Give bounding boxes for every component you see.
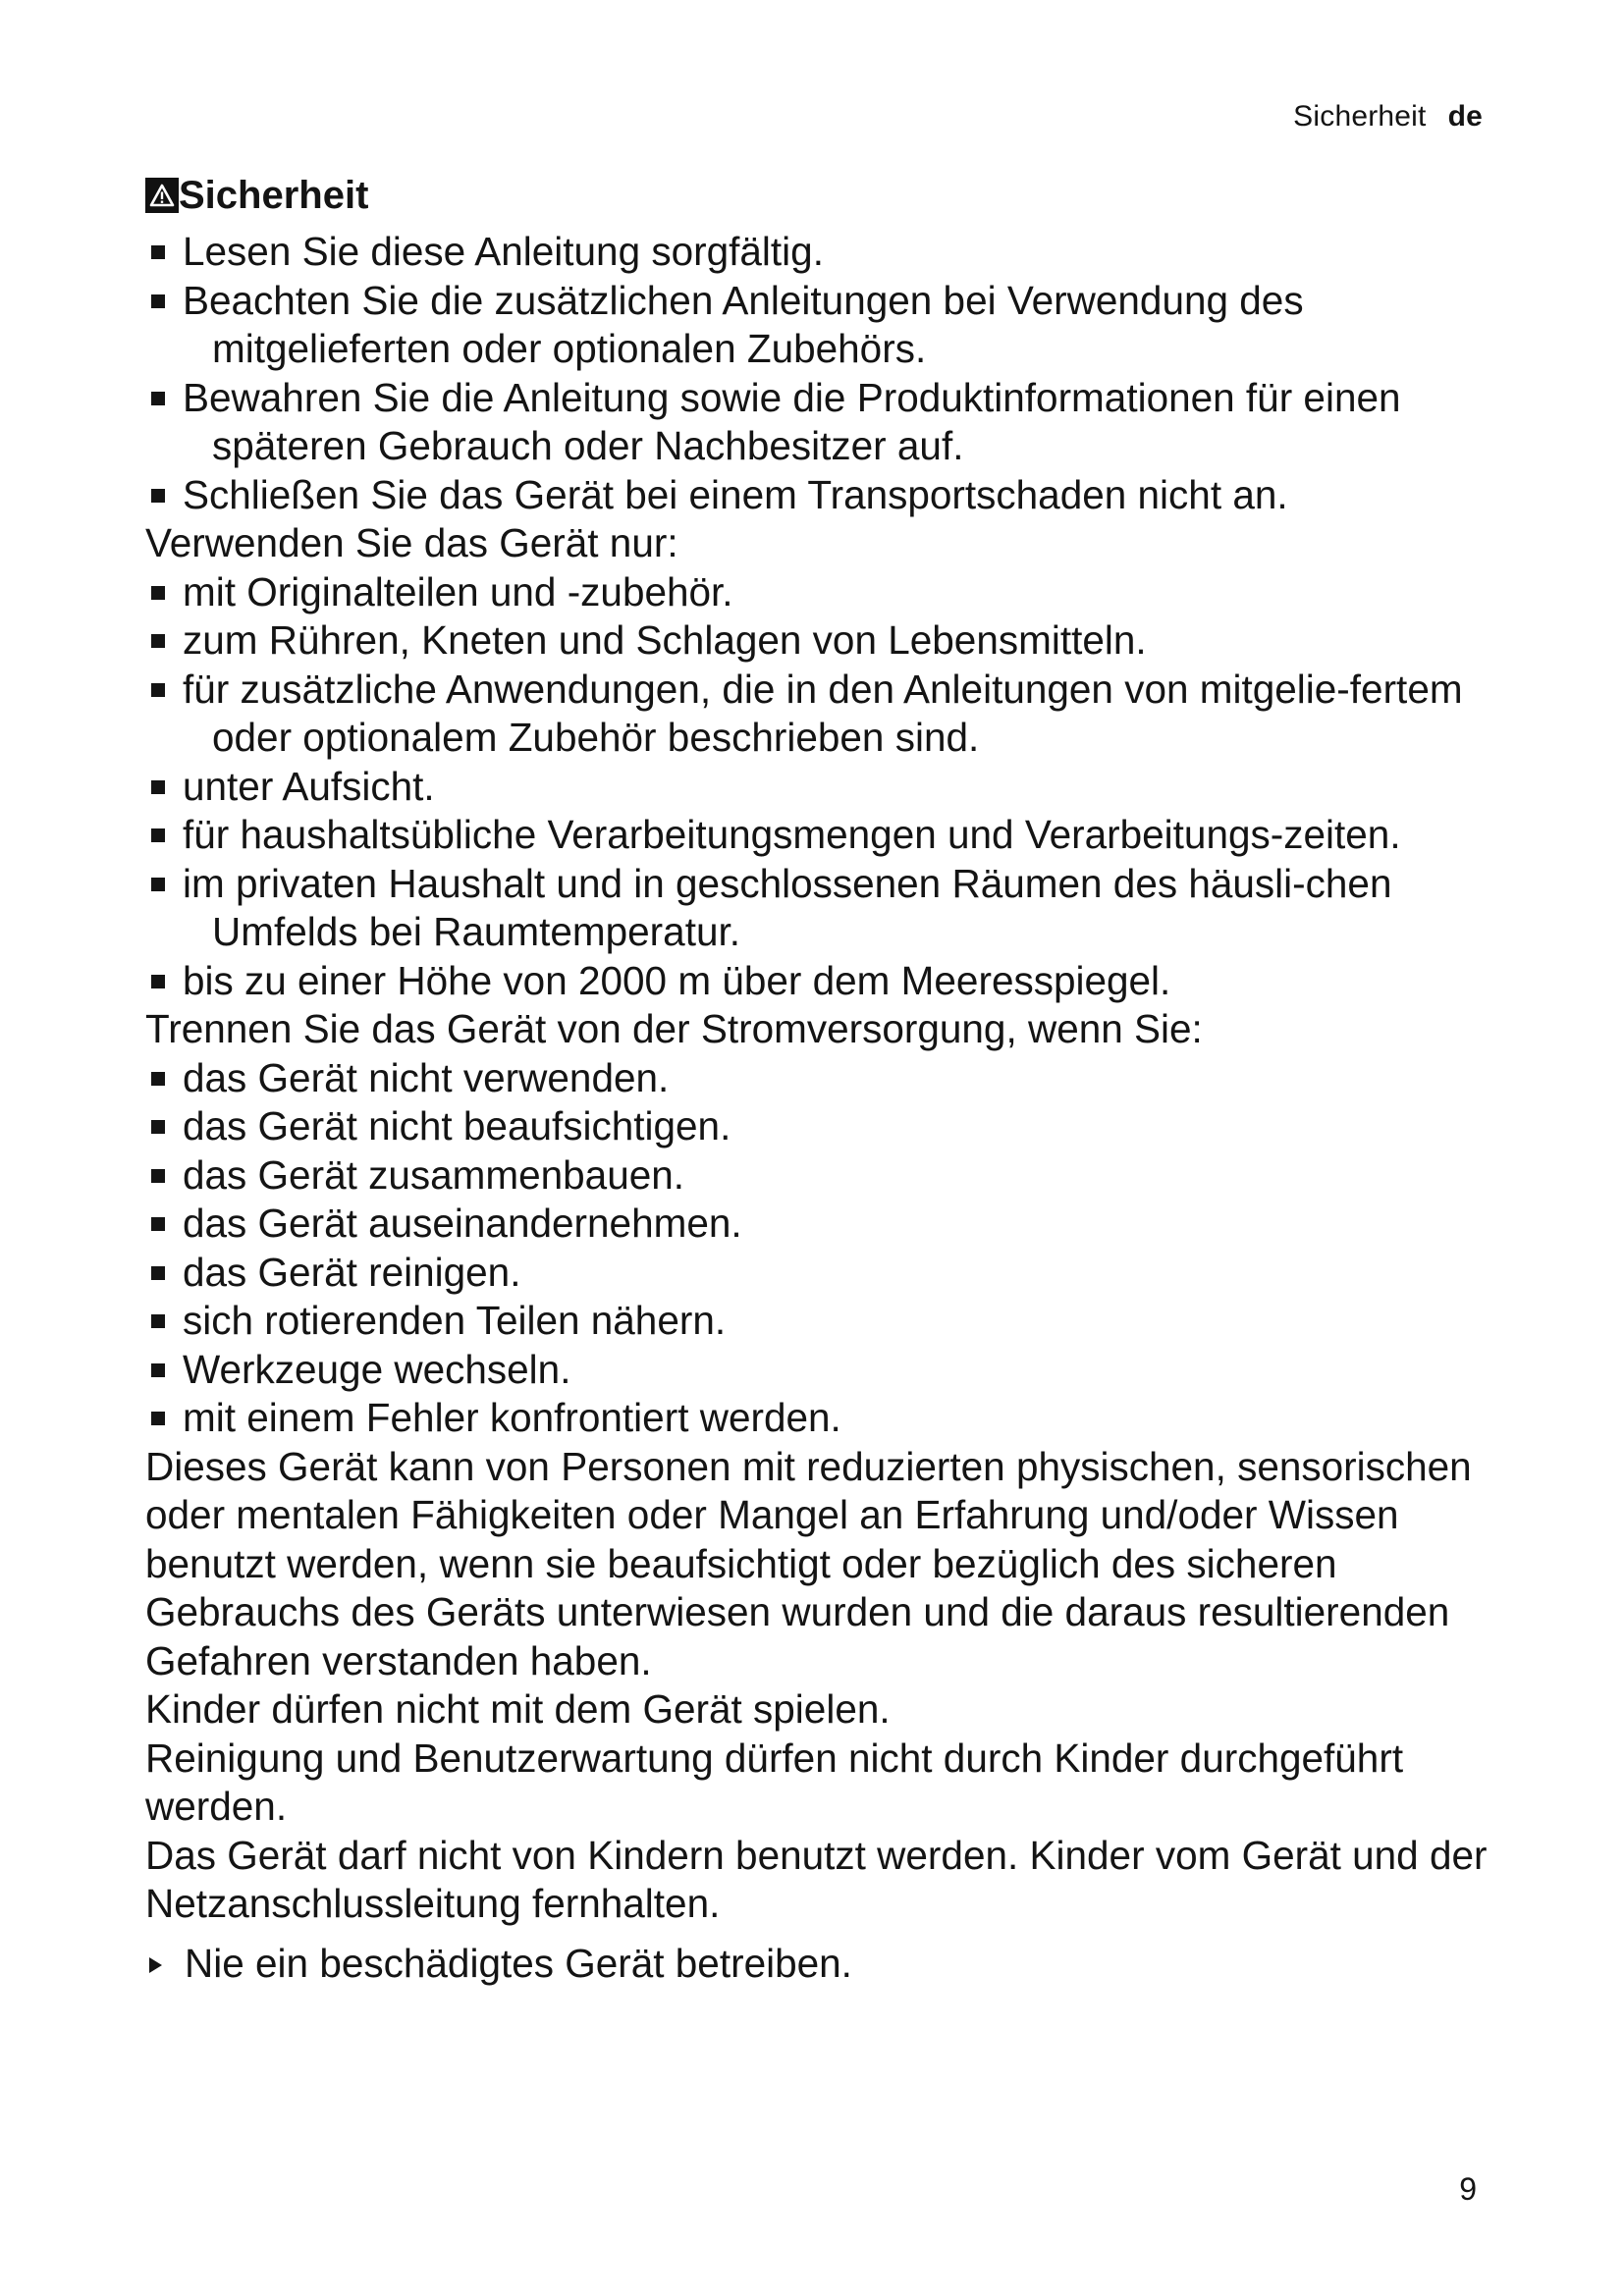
bullet-square-icon bbox=[151, 1412, 165, 1425]
list-item: Beachten Sie die zusätzlichen Anleitungen bei Verwendung des mitgelieferten oder optionalen Zubehörs. bbox=[145, 277, 1500, 374]
warning-triangle-icon bbox=[145, 178, 179, 213]
list-item: mit Originalteilen und -zubehör. bbox=[145, 568, 1500, 617]
list-item: Bewahren Sie die Anleitung sowie die Produktinformationen für einen späteren Gebrauch oder Nachbesitzer auf. bbox=[145, 374, 1500, 471]
bullet-square-icon bbox=[151, 245, 165, 259]
list-item: das Gerät reinigen. bbox=[145, 1249, 1500, 1298]
intro-bullet-list bbox=[145, 228, 1500, 519]
list-item: bis zu einer Höhe von 2000 m über dem Meeresspiegel. bbox=[145, 957, 1500, 1006]
list-item: Schließen Sie das Gerät bei einem Transportschaden nicht an. bbox=[145, 471, 1500, 520]
arrow-right-icon bbox=[149, 1957, 162, 1973]
disconnect-conditions-label: Trennen Sie das Gerät von der Stromversorgung, wenn Sie: bbox=[145, 1006, 1203, 1051]
list-item: sich rotierenden Teilen nähern. bbox=[145, 1297, 1500, 1346]
instruction-line bbox=[145, 1940, 1500, 1989]
bullet-square-icon bbox=[151, 489, 165, 503]
persons-paragraph: Dieses Gerät kann von Personen mit reduzierten physischen, sensorischen oder mentalen Fähigkeiten oder Mangel an Erfahrung und/oder Wissen benutzt werden, wenn sie beaufsichtigt oder bezüglich des sicheren Gebrauchs des Geräts unterwiesen wurden und die daraus resultierenden Gefahren verstanden haben. bbox=[145, 1443, 1472, 1683]
list-item: Lesen Sie diese Anleitung sorgfältig. bbox=[145, 228, 1500, 277]
children-use-paragraph: Das Gerät darf nicht von Kindern benutzt werden. Kinder vom Gerät und der Netzanschlussleitung fernhalten. bbox=[145, 1832, 1488, 1926]
page-content bbox=[145, 165, 1500, 1988]
children-play-paragraph: Kinder dürfen nicht mit dem Gerät spielen. bbox=[145, 1686, 891, 1732]
page-title: Sicherheit bbox=[179, 173, 369, 217]
bullet-square-icon bbox=[151, 294, 165, 308]
list-item: das Gerät zusammenbauen. bbox=[145, 1151, 1500, 1201]
bullet-square-icon bbox=[151, 1169, 165, 1183]
bullet-square-icon bbox=[151, 1314, 165, 1328]
section-heading bbox=[145, 165, 1500, 226]
bullet-square-icon bbox=[151, 828, 165, 842]
page-number: 9 bbox=[1459, 2171, 1477, 2207]
list-item: das Gerät nicht beaufsichtigen. bbox=[145, 1102, 1500, 1151]
body-text bbox=[145, 228, 1500, 1988]
list-item: das Gerät auseinandernehmen. bbox=[145, 1200, 1500, 1249]
instruction-text: Nie ein beschädigtes Gerät betreiben. bbox=[185, 1940, 852, 1986]
bullet-square-icon bbox=[151, 780, 165, 794]
bullet-square-icon bbox=[151, 586, 165, 600]
bullet-square-icon bbox=[151, 634, 165, 648]
list-item: für zusätzliche Anwendungen, die in den Anleitungen von mitgelie-fertem oder optionalem Zubehör beschrieben sind. bbox=[145, 666, 1500, 763]
bullet-square-icon bbox=[151, 975, 165, 988]
bullet-square-icon bbox=[151, 392, 165, 405]
bullet-square-icon bbox=[151, 1120, 165, 1134]
list-item: Werkzeuge wechseln. bbox=[145, 1346, 1500, 1395]
header-language-code: de bbox=[1447, 100, 1483, 133]
header-section-title: Sicherheit bbox=[1293, 100, 1427, 133]
bullet-square-icon bbox=[151, 1072, 165, 1086]
list-item: im privaten Haushalt und in geschlossenen Räumen des häusli-chen Umfelds bei Raumtemperatur. bbox=[145, 860, 1500, 957]
list-item: für haushaltsübliche Verarbeitungsmengen und Verarbeitungs-zeiten. bbox=[145, 811, 1500, 860]
list-item: mit einem Fehler konfrontiert werden. bbox=[145, 1394, 1500, 1443]
list-item: das Gerät nicht verwenden. bbox=[145, 1054, 1500, 1103]
bullet-square-icon bbox=[151, 683, 165, 697]
disconnect-bullet-list bbox=[145, 1054, 1500, 1443]
cleaning-paragraph: Reinigung und Benutzerwartung dürfen nicht durch Kinder durchgeführt werden. bbox=[145, 1735, 1404, 1829]
list-item: unter Aufsicht. bbox=[145, 763, 1500, 812]
running-header bbox=[1293, 100, 1483, 133]
bullet-square-icon bbox=[151, 1217, 165, 1231]
bullet-square-icon bbox=[151, 878, 165, 891]
use-bullet-list bbox=[145, 568, 1500, 1006]
bullet-square-icon bbox=[151, 1363, 165, 1377]
list-item: zum Rühren, Kneten und Schlagen von Lebensmitteln. bbox=[145, 616, 1500, 666]
use-conditions-label: Verwenden Sie das Gerät nur: bbox=[145, 520, 678, 565]
bullet-square-icon bbox=[151, 1266, 165, 1280]
